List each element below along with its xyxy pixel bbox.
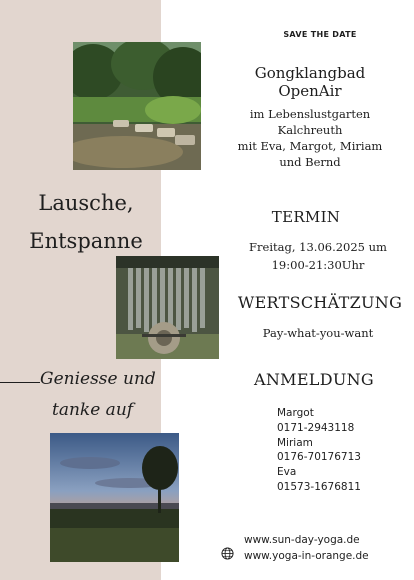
script-line: tanke auf (52, 400, 134, 420)
event-detail-line: Kalchreuth (277, 123, 343, 137)
website-link[interactable]: www.sun-day-yoga.de (244, 534, 360, 546)
anmeldung-heading: ANMELDUNG (253, 370, 375, 389)
wertschaetzung-heading: WERTSCHÄTZUNG (237, 293, 403, 312)
slogan-line: Lausche, (38, 191, 134, 215)
termin-heading: TERMIN (271, 208, 341, 226)
contact-name: Miriam (277, 436, 313, 449)
event-detail-line: und Bernd (279, 155, 341, 169)
termin-details (249, 238, 387, 274)
slogan-line: Entspanne (29, 229, 143, 253)
garden-pond-photo (73, 42, 201, 170)
website-links (244, 532, 369, 564)
wertschaetzung-text: Pay-what-you-want (262, 326, 374, 340)
termin-line: 19:00-21:30Uhr (271, 258, 365, 272)
contact-list (277, 406, 361, 495)
contact-phone[interactable]: 0171-2943118 (277, 421, 355, 434)
contact-phone[interactable]: 01573-1676811 (277, 480, 361, 493)
event-detail-line: mit Eva, Margot, Miriam (237, 139, 383, 153)
event-detail-line: im Lebenslustgarten (249, 107, 371, 121)
script-line: Geniesse und (40, 369, 156, 389)
contact-phone[interactable]: 0176-70176713 (277, 451, 361, 464)
contact-name: Margot (277, 407, 314, 419)
event-title-line: Gongklangbad (254, 64, 366, 82)
chimes-gong-photo (116, 256, 219, 359)
website-link[interactable]: www.yoga-in-orange.de (244, 550, 369, 562)
slogan (29, 184, 143, 260)
event-details (238, 106, 383, 170)
save-the-date-label: SAVE THE DATE (283, 30, 357, 39)
globe-icon (221, 547, 234, 560)
termin-line: Freitag, 13.06.2025 um (249, 240, 387, 254)
contact-name: Eva (277, 466, 297, 479)
divider-line (0, 382, 40, 383)
sunset-landscape-photo (50, 433, 179, 562)
event-title-line: OpenAir (278, 82, 342, 100)
event-title (255, 64, 366, 100)
